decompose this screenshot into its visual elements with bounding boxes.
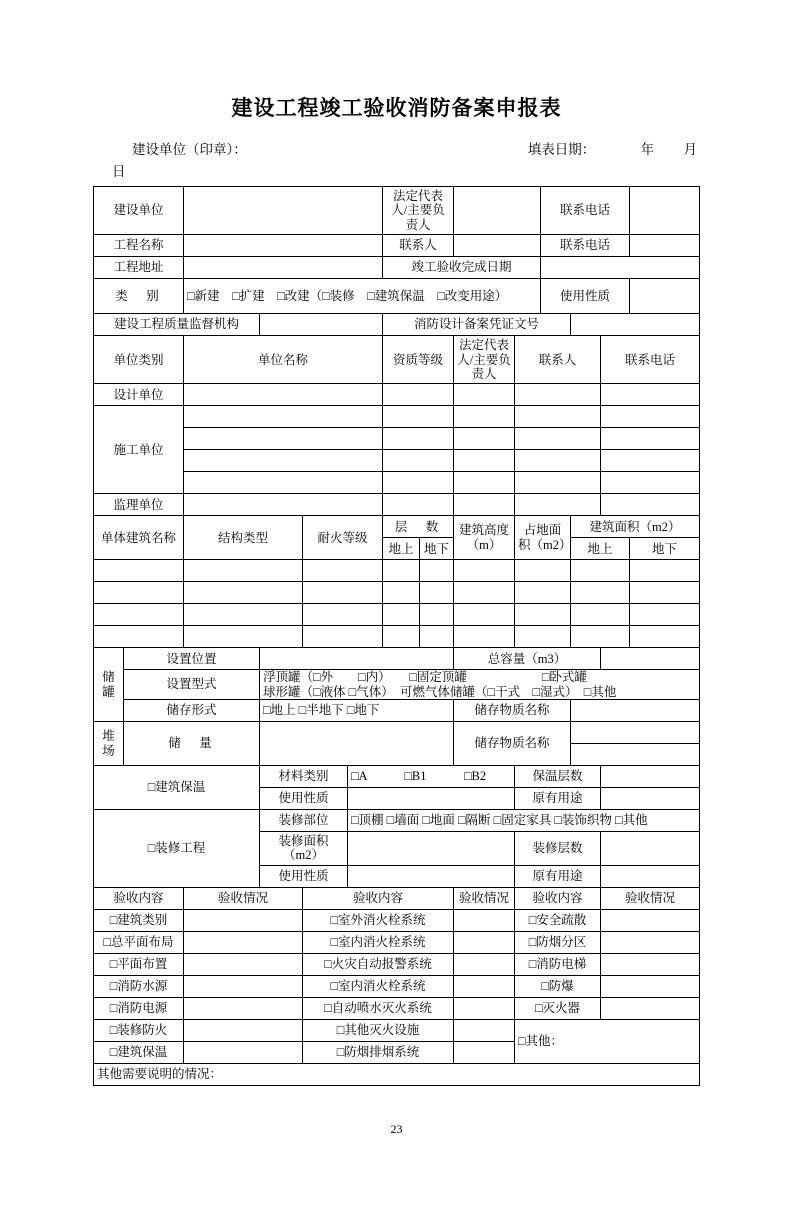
supervision-unit-phone[interactable] [601,494,700,516]
storage-amount-value[interactable] [259,722,453,766]
construction-unit-legal-rep[interactable] [454,406,515,428]
inspection-status[interactable] [183,997,302,1019]
inspection-item[interactable]: □总平面布局 [93,931,183,953]
inspection-status[interactable] [601,931,700,953]
table-row [93,670,699,700]
material-type-label: 材料类别 [259,766,347,788]
inspection-item[interactable]: □火灾自动报警系统 [302,953,453,975]
table-row [93,953,699,975]
storage-amount-label: 储 量 [123,722,259,766]
area-below-value[interactable] [630,582,700,604]
table-row [93,887,699,909]
contact-phone-value[interactable] [630,187,700,235]
category-label: 类 别 [93,279,183,314]
floors-below-label: 地下 [419,538,453,560]
other-notes-label[interactable]: 其他需要说明的情况： [93,1063,699,1085]
inspection-status[interactable] [454,975,515,997]
land-area-value[interactable] [515,626,571,648]
inspection-item[interactable]: □装修防火 [93,1019,183,1041]
single-building-name[interactable] [93,604,183,626]
original-use-label-2: 原有用途 [515,865,601,887]
area-above-label: 地上 [571,538,630,560]
inspection-status[interactable] [601,975,700,997]
inspection-content-header-3: 验收内容 [515,887,601,909]
yard-label: 堆场 [93,722,123,766]
fill-date-day: 日 [112,164,126,179]
fill-date-month: 月 [683,142,697,157]
fill-date-label: 填表日期： [527,142,596,157]
inspection-status[interactable] [601,909,700,931]
design-unit-legal-rep[interactable] [454,384,515,406]
qualification-label: 资质等级 [382,336,453,384]
storage-material-value-3[interactable] [571,744,700,766]
building-height-value[interactable] [454,582,515,604]
completion-date-value[interactable] [541,257,700,279]
fire-design-record-value[interactable] [571,314,700,336]
decoration-layers-label: 装修层数 [515,832,601,866]
category-options[interactable]: □新建 □扩建 □改建（□装修 □建筑保温 □改变用途） [183,279,540,314]
construction-unit-phone[interactable] [601,406,700,428]
inspection-status[interactable] [183,953,302,975]
fire-design-record-label: 消防设计备案凭证文号 [382,314,570,336]
construction-unit-legal-rep[interactable] [454,472,515,494]
floors-above-value[interactable] [382,582,419,604]
unit-type-label: 单位类别 [93,336,183,384]
floors-above-value[interactable] [382,604,419,626]
set-type-label: 设置型式 [123,670,259,700]
construction-unit-qualification[interactable] [382,406,453,428]
floors-above-value[interactable] [382,560,419,582]
fill-date-group [528,138,697,158]
single-building-name[interactable] [93,626,183,648]
table-row [93,997,699,1019]
table-row [93,406,699,428]
set-position-value[interactable] [259,648,453,670]
table-row [93,766,699,788]
construction-unit-qualification[interactable] [382,472,453,494]
storage-material-value-2[interactable] [571,722,700,744]
area-above-value[interactable] [571,582,630,604]
table-row [93,1019,699,1041]
floors-below-value[interactable] [419,604,453,626]
supervision-unit-contact[interactable] [515,494,601,516]
material-type-options[interactable]: □A □B1 □B2 [347,766,514,788]
set-type-options-line2[interactable]: 球形罐（□液体 □气体） 可燃气体储罐（□干式 □湿式） □其他 [262,684,617,699]
document-page [0,92,793,1214]
project-name-label: 工程名称 [93,235,183,257]
inspection-item[interactable]: □建筑保温 [93,1041,183,1063]
inspection-status[interactable] [183,975,302,997]
inspection-status-header-2: 验收情况 [454,887,515,909]
design-unit-contact[interactable] [515,384,601,406]
floors-below-value[interactable] [419,582,453,604]
building-height-label: 建筑高度（m） [454,516,515,560]
inspection-item[interactable]: □消防水源 [93,975,183,997]
floors-label: 层 数 [382,516,453,538]
table-row [93,428,699,450]
quality-supervision-value[interactable] [259,314,382,336]
table-row [93,257,699,279]
fire-resistance-value[interactable] [302,582,382,604]
inspection-item[interactable]: □自动喷水灭火系统 [302,997,453,1019]
storage-material-value[interactable] [571,700,700,722]
construction-unit-qualification[interactable] [382,450,453,472]
project-name-value[interactable] [183,235,382,257]
contact-phone-label-3: 联系电话 [601,336,700,384]
decoration-part-label: 装修部位 [259,810,347,832]
storage-form-label: 储存形式 [123,700,259,722]
design-unit-qualification[interactable] [382,384,453,406]
unit-name-label: 单位名称 [183,336,382,384]
building-height-value[interactable] [454,560,515,582]
total-capacity-label: 总容量（m3） [454,648,601,670]
structure-type-value[interactable] [183,604,302,626]
table-row [93,560,699,582]
construction-unit-label: 施工单位 [93,406,183,494]
area-above-value[interactable] [571,604,630,626]
floors-below-value[interactable] [419,626,453,648]
single-building-name[interactable] [93,560,183,582]
inspection-item[interactable]: □其他灭火设施 [302,1019,453,1041]
inspection-item[interactable]: □室内消火栓系统 [302,975,453,997]
fire-resistance-label: 耐火等级 [302,516,382,560]
header-row [0,138,793,158]
use-nature-label-2: 使用性质 [259,788,347,810]
inspection-item[interactable]: □防烟分区 [515,931,601,953]
decoration-part-options[interactable]: □顶棚 □墙面 □地面 □隔断 □固定家具 □装饰织物 □其他 [347,810,699,832]
land-area-value[interactable] [515,560,571,582]
inspection-status[interactable] [454,953,515,975]
supervision-unit-label: 监理单位 [93,494,183,516]
construction-unit-name[interactable] [183,406,382,428]
design-unit-name[interactable] [183,384,382,406]
inspection-status[interactable] [601,997,700,1019]
set-type-options[interactable] [259,670,699,700]
table-row [93,472,699,494]
contact-phone-value-2[interactable] [630,235,700,257]
contact-label: 联系人 [382,235,453,257]
construction-unit-contact[interactable] [515,450,601,472]
inspection-status-header-3: 验收情况 [601,887,700,909]
area-below-value[interactable] [630,626,700,648]
table-row [93,494,699,516]
building-area-label: 建筑面积（m2） [571,516,700,538]
construction-unit-legal-rep[interactable] [454,450,515,472]
construction-unit-name[interactable] [183,450,382,472]
area-above-value[interactable] [571,626,630,648]
legal-rep-label: 法定代表人/主要负责人 [382,187,453,235]
construction-unit-phone[interactable] [601,472,700,494]
table-row [93,235,699,257]
table-row [93,909,699,931]
design-unit-label: 设计单位 [93,384,183,406]
inspection-status[interactable] [601,953,700,975]
table-row [93,187,699,235]
inspection-item[interactable]: □室外消火栓系统 [302,909,453,931]
contact-phone-label: 联系电话 [541,187,630,235]
contact-value[interactable] [454,235,541,257]
inspection-status[interactable] [454,997,515,1019]
building-height-value[interactable] [454,626,515,648]
inspection-content-header-1: 验收内容 [93,887,183,909]
set-type-options-line1[interactable]: 浮顶罐（□外 □内） □固定顶罐 □卧式罐 [262,670,587,685]
table-row [93,810,699,832]
floors-above-value[interactable] [382,626,419,648]
inspection-item[interactable]: □平面布置 [93,953,183,975]
construction-unit-name[interactable] [183,428,382,450]
design-unit-phone[interactable] [601,384,700,406]
table-row [93,279,699,314]
table-row [93,931,699,953]
building-height-value[interactable] [454,604,515,626]
inspection-status[interactable] [454,1041,515,1063]
decoration-area-value[interactable] [347,832,514,866]
area-below-value[interactable] [630,604,700,626]
table-row [93,314,699,336]
construction-unit-contact[interactable] [515,428,601,450]
construction-unit-legal-rep[interactable] [454,428,515,450]
use-nature-value-2[interactable] [347,788,514,810]
floors-below-value[interactable] [419,560,453,582]
insulation-layers-value[interactable] [601,766,700,788]
storage-material-label: 储存物质名称 [454,700,571,722]
contact-label-2: 联系人 [515,336,601,384]
decoration-area-label: 装修面积（m2） [259,832,347,866]
inspection-item[interactable]: □防烟排烟系统 [302,1041,453,1063]
table-row [93,450,699,472]
decoration-label[interactable]: □装修工程 [93,810,259,888]
inspection-item[interactable]: □消防电梯 [515,953,601,975]
total-capacity-value[interactable] [601,648,700,670]
insulation-layers-label: 保温层数 [515,766,601,788]
area-below-label: 地下 [630,538,700,560]
inspection-status[interactable] [454,909,515,931]
project-address-value[interactable] [183,257,382,279]
inspection-status-header-1: 验收情况 [183,887,302,909]
structure-type-value[interactable] [183,560,302,582]
supervision-unit-name[interactable] [183,494,382,516]
table-row [93,336,699,384]
insulation-label[interactable]: □建筑保温 [93,766,259,810]
inspection-status[interactable] [183,931,302,953]
inspection-item[interactable]: □灭火器 [515,997,601,1019]
use-nature-value[interactable] [630,279,700,314]
inspection-item[interactable]: □防爆 [515,975,601,997]
inspection-status[interactable] [183,1041,302,1063]
build-unit-value[interactable] [183,187,382,235]
quality-supervision-label: 建设工程质量监督机构 [93,314,259,336]
use-nature-label: 使用性质 [541,279,630,314]
structure-type-value[interactable] [183,582,302,604]
page-number: 23 [390,1122,403,1136]
build-unit-seal-label: 建设单位（印章）： [132,142,247,157]
table-row [93,384,699,406]
construction-unit-phone[interactable] [601,450,700,472]
inspection-status[interactable] [183,909,302,931]
fire-resistance-value[interactable] [302,626,382,648]
contact-phone-label-2: 联系电话 [541,235,630,257]
construction-unit-contact[interactable] [515,472,601,494]
table-row [93,626,699,648]
original-use-label: 原有用途 [515,788,601,810]
table-row [93,604,699,626]
table-row [93,1063,699,1085]
inspection-item[interactable]: □安全疏散 [515,909,601,931]
storage-form-options[interactable]: □地上 □半地下 □地下 [259,700,453,722]
fire-resistance-value[interactable] [302,604,382,626]
legal-rep-value[interactable] [454,187,541,235]
table-row [93,975,699,997]
structure-type-label: 结构类型 [183,516,302,560]
structure-type-value[interactable] [183,626,302,648]
table-row [93,516,699,538]
storage-material-label-2: 储存物质名称 [454,722,571,766]
table-row [93,582,699,604]
page-title: 建设工程竣工验收消防备案申报表 [231,96,562,120]
supervision-unit-legal-rep[interactable] [454,494,515,516]
construction-unit-contact[interactable] [515,406,601,428]
inspection-item-other[interactable]: □其他： [515,1019,700,1063]
supervision-unit-qualification[interactable] [382,494,453,516]
inspection-status[interactable] [183,1019,302,1041]
inspection-status[interactable] [454,931,515,953]
build-unit-label: 建设单位 [93,187,183,235]
set-position-label: 设置位置 [123,648,259,670]
fire-resistance-value[interactable] [302,560,382,582]
fill-date-year: 年 [640,142,655,157]
table-row [93,648,699,670]
inspection-status[interactable] [454,1019,515,1041]
table-row [93,700,699,722]
legal-rep-label-2: 法定代表人/主要负责人 [454,336,515,384]
construction-unit-name[interactable] [183,472,382,494]
original-use-value-2[interactable] [601,865,700,887]
inspection-item[interactable]: □消防电源 [93,997,183,1019]
construction-unit-qualification[interactable] [382,428,453,450]
floors-above-label: 地上 [382,538,419,560]
single-building-name[interactable] [93,582,183,604]
original-use-value[interactable] [601,788,700,810]
single-building-label: 单体建筑名称 [93,516,183,560]
land-area-value[interactable] [515,582,571,604]
decoration-layers-value[interactable] [601,832,700,866]
tank-label: 储罐 [93,648,123,722]
project-address-label: 工程地址 [93,257,183,279]
land-area-label: 占地面积（m2） [515,516,571,560]
table-row [93,722,699,744]
use-nature-value-3[interactable] [347,865,514,887]
area-below-value[interactable] [630,560,700,582]
land-area-value[interactable] [515,604,571,626]
inspection-item[interactable]: □室内消火栓系统 [302,931,453,953]
completion-date-label: 竣工验收完成日期 [382,257,540,279]
construction-unit-phone[interactable] [601,428,700,450]
inspection-item[interactable]: □建筑类别 [93,909,183,931]
area-above-value[interactable] [571,560,630,582]
application-form-table [93,186,700,1086]
inspection-content-header-2: 验收内容 [302,887,453,909]
use-nature-label-3: 使用性质 [259,865,347,887]
